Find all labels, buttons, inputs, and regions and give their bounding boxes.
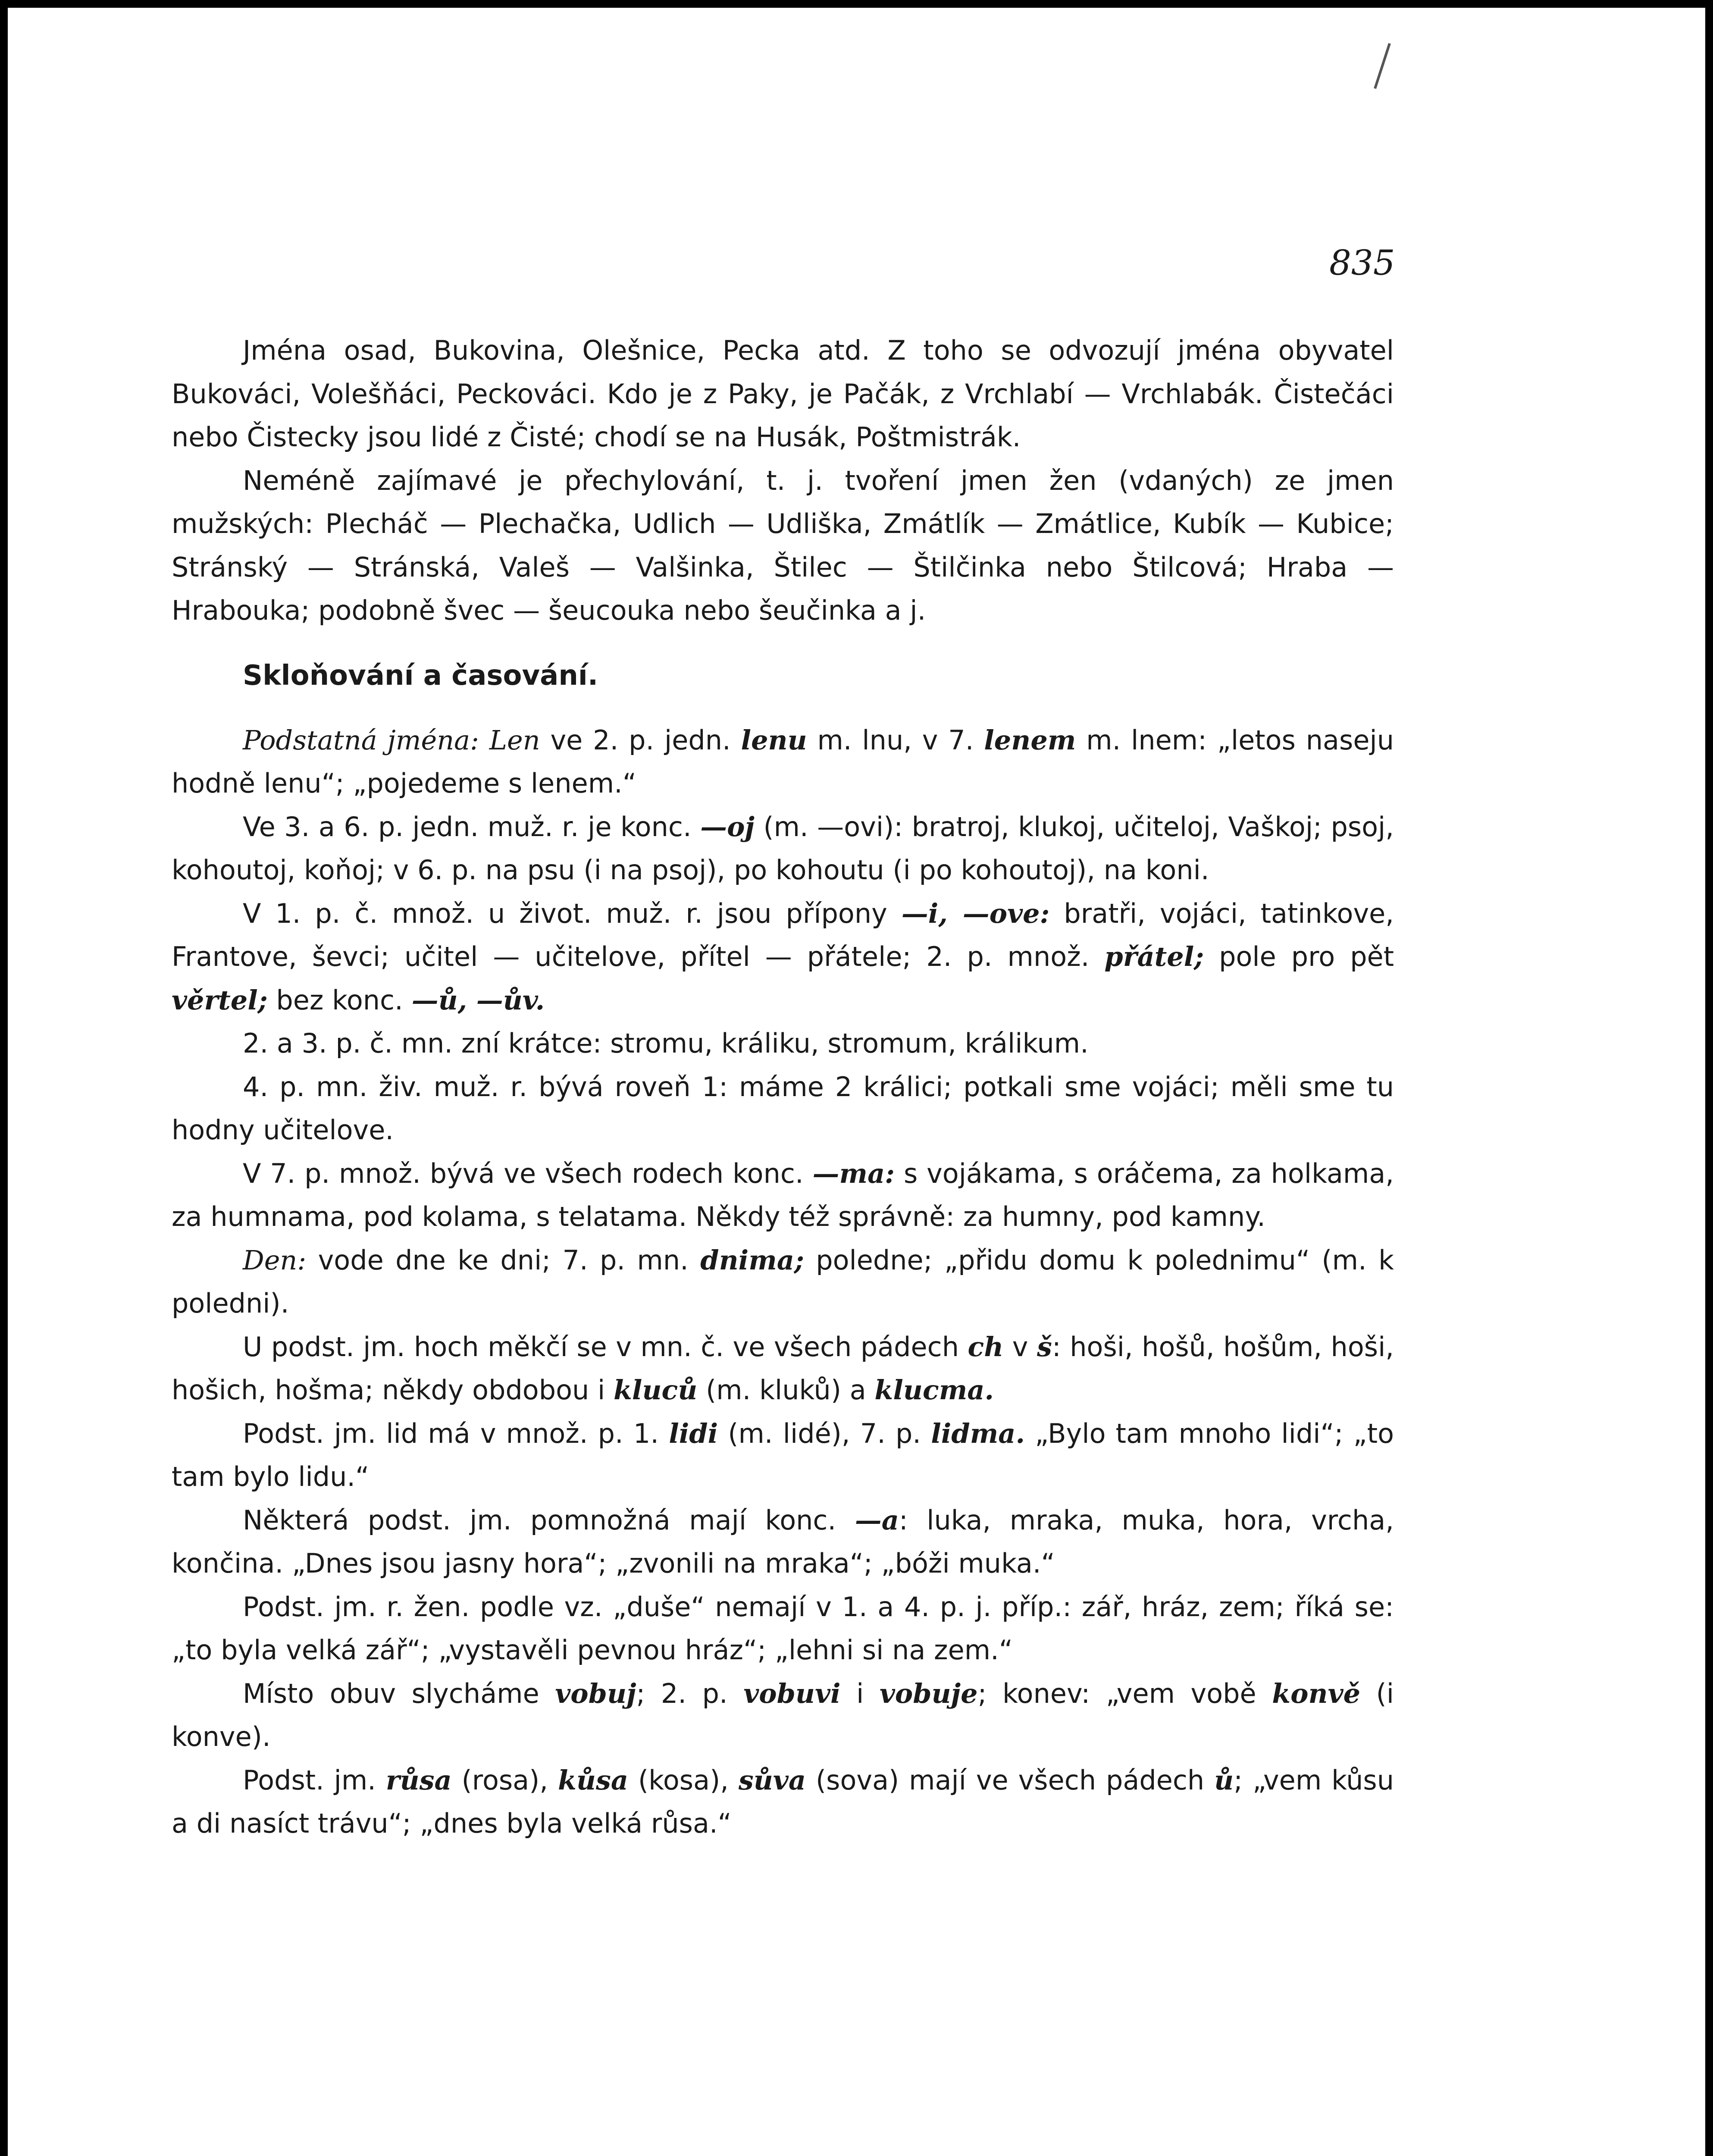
- italic-term: vobuje: [879, 1677, 978, 1709]
- paragraph-den: Den: vode dne ke dni; 7. p. mn. dnima; poledne; „přidu domu k polednimu“ (m. k poledni).: [172, 1244, 1394, 1319]
- italic-term: —ů, —ův.: [411, 984, 545, 1016]
- italic-term: lenu: [741, 724, 807, 756]
- italic-term: š: [1037, 1331, 1052, 1363]
- paragraph-obuv: Místo obuv slycháme vobuj; 2. p. vobuvi i vobuje; konev: „vem vobě konvě (i konve).: [172, 1677, 1394, 1752]
- italic-term: —ma:: [812, 1157, 895, 1189]
- italic-term: sůva: [738, 1764, 806, 1796]
- paragraph-accusative-plural: 4. p. mn. živ. muž. r. bývá roveň 1: máme 2 králici; potkali sme vojáci; měli sme tu hodny učitelove.: [172, 1071, 1394, 1146]
- italic-term: kluců: [613, 1374, 698, 1406]
- italic-term: —i, —ove:: [901, 897, 1050, 929]
- paragraph-nominative-plural: V 1. p. č. množ. u život. muž. r. jsou přípony —i, —ove: bratři, vojáci, tatinkove, Frantove, ševci; učitel — učitelove, přítel — přátele; 2. p. množ. přátel; pole pro pět věrtel; bez konc. —ů, —ův.: [172, 897, 1394, 1016]
- paragraph-lid: Podst. jm. lid má v množ. p. 1. lidi (m. lidé), 7. p. lidma. „Bylo tam mnoho lidi“; „to tam bylo lidu.“: [172, 1417, 1394, 1492]
- paragraph-hoch: U podst. jm. hoch měkčí se v mn. č. ve všech pádech ch v š: hoši, hošů, hošům, hoši, hošich, hošma; někdy obdobou i kluců (m. kluků) a klucma.: [172, 1331, 1394, 1406]
- italic-term: kůsa: [557, 1764, 629, 1796]
- italic-term: vobuj: [555, 1677, 636, 1709]
- scan-mark: [1374, 43, 1391, 89]
- italic-term: —a: [855, 1504, 899, 1536]
- paragraph-rusa: Podst. jm. růsa (rosa), kůsa (kosa), sůva (sova) mají ve všech pádech ů; „vem kůsu a di nasíct trávu“; „dnes byla velká růsa.“: [172, 1764, 1394, 1839]
- paragraph-short-cases: 2. a 3. p. č. mn. zní krátce: stromu, králiku, stromum, králikum.: [243, 1028, 1089, 1059]
- paragraph-duse: Podst. jm. r. žen. podle vz. „duše“ nemají v 1. a 4. p. j. příp.: zář, hráz, zem; říká se: „to byla velká zář“; „vystavěli pevnou hráz“; „lehni si na zem.“: [172, 1591, 1394, 1666]
- italic-term: ch: [968, 1331, 1004, 1363]
- paragraph-dative-locative: Ve 3. a 6. p. jedn. muž. r. je konc. —oj (m. —ovi): bratroj, klukoj, učiteloj, Vaškoj; psoj, kohoutoj, koňoj; v 6. p. na psu (i na psoj), po kohoutu (i po kohoutoj), na koni.: [172, 811, 1394, 886]
- italic-term: lidi: [669, 1417, 718, 1449]
- italic-term: —oj: [700, 811, 755, 843]
- italic-term: klucma.: [874, 1374, 994, 1406]
- italic-term: vobuvi: [743, 1677, 841, 1709]
- italic-term: konvě: [1272, 1677, 1361, 1709]
- italic-term: věrtel;: [172, 984, 268, 1016]
- italic-term: ů: [1214, 1764, 1234, 1796]
- italic-term: přátel;: [1104, 941, 1204, 972]
- italic-term: Den:: [243, 1244, 307, 1276]
- paragraph-nouns: Podstatná jména: Len ve 2. p. jedn. lenu m. lnu, v 7. lenem m. lnem: „letos naseju hodně lenu“; „pojedeme s lenem.“: [172, 724, 1394, 799]
- page-number: 835: [1329, 243, 1395, 283]
- italic-term: růsa: [385, 1764, 452, 1796]
- paragraph-pluralia-tantum: Některá podst. jm. pomnožná mají konc. —a: luka, mraka, muka, hora, vrcha, končina. „Dnes jsou jasny hora“; „zvonili na mraka“; „bóži muka.“: [172, 1504, 1394, 1579]
- section-heading: Skloňování a časování.: [243, 659, 598, 692]
- paragraph-instrumental-plural: V 7. p. množ. bývá ve všech rodech konc. —ma: s vojákama, s oráčema, za holkama, za humnama, pod kolama, s telatama. Někdy též správně: za humny, pod kamny.: [172, 1157, 1394, 1232]
- paragraph-place-names: Jména osad, Bukovina, Olešnice, Pecka atd. Z toho se odvozují jména obyvatel Bukováci, Volešňáci, Peckováci. Kdo je z Paky, je Pačák, z Vrchlabí — Vrchlabák. Čistečáci nebo Čistecky jsou lidé z Čisté; chodí se na Husák, Poštmistrák.: [172, 335, 1394, 453]
- paragraph-feminine-forms: Neméně zajímavé je přechylování, t. j. tvoření jmen žen (vdaných) ze jmen mužských: Plecháč — Plechačka, Udlich — Udliška, Zmátlík — Zmátlice, Kubík — Kubice; Stránský — Stránská, Valeš — Valšinka, Štilec — Štilčinka nebo Štilcová; Hraba — Hrabouka; podobně švec — šeucouka nebo šeučinka a j.: [172, 464, 1394, 626]
- italic-term: dnima;: [700, 1244, 804, 1276]
- italic-term: lidma.: [931, 1417, 1025, 1449]
- italic-term: lenem: [984, 724, 1076, 756]
- italic-term: Len: [489, 724, 540, 756]
- italic-term: Podstatná jména:: [243, 724, 479, 756]
- page-body: [172, 329, 1394, 1846]
